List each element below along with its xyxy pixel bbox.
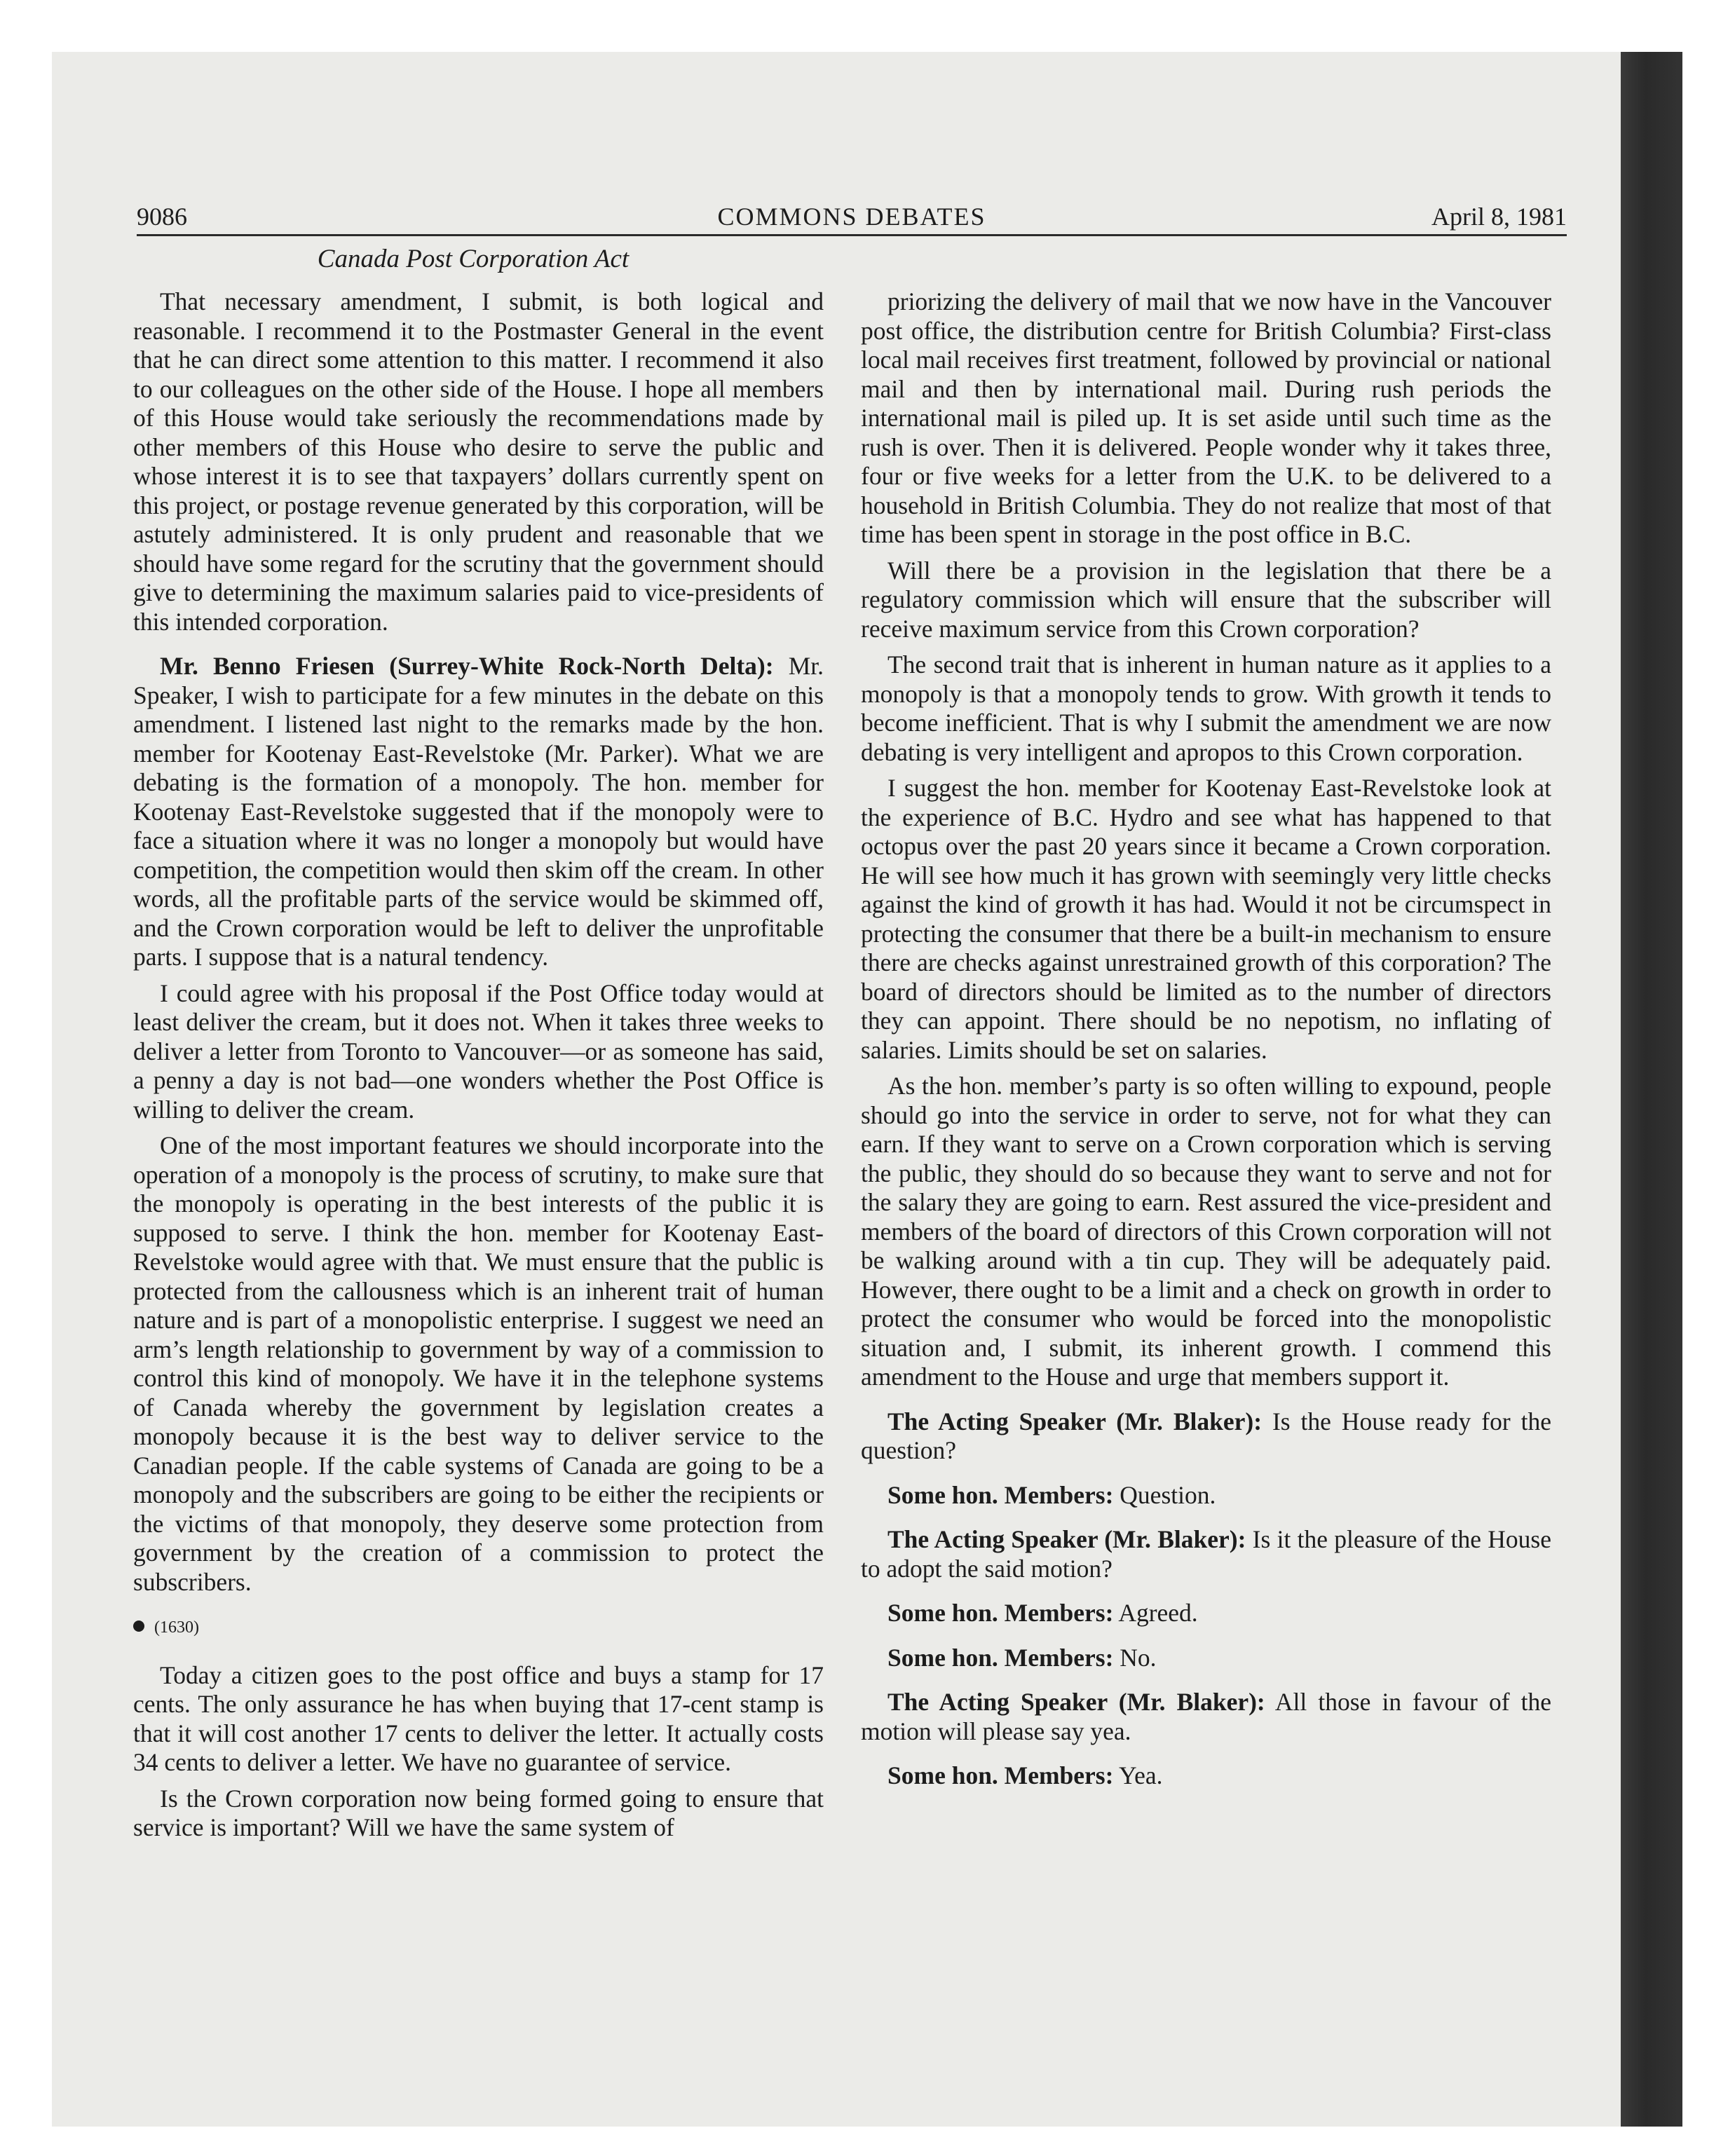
speech-text: Mr. Speaker, I wish to participate for a few minutes in the debate on this amendment. I listened last night to the remarks made by the hon. member for Kootenay East-Revelstoke (Mr. Parker). What we are debating is the formation of a monopoly. The hon. member for Kootenay East-Revelstoke suggested that if the monopoly were to face a situation where it was no longer a monopoly but would have competition, the competition would then skim off the cream. In other words, all the profitable parts of the service would be skimmed off, and the Crown corporation would be left to deliver the unprofitable parts. I suppose that is a natural tendency.	[133, 652, 824, 971]
speaker-name: Some hon. Members:	[887, 1599, 1114, 1627]
header-rule	[137, 234, 1567, 236]
paragraph: Today a citizen goes to the post office and buys a stamp for 17 cents. The only assurance he has when buying that 17-cent stamp is that it will cost another 17 cents to deliver the letter. It actually costs 34 cents to deliver a letter. We have no guarantee of service.	[133, 1660, 824, 1776]
speaker-name: The Acting Speaker (Mr. Blaker):	[887, 1525, 1246, 1553]
paragraph: One of the most important features we should incorporate into the operation of a monopoly is the process of scrutiny, to make sure that the monopoly is operating in the best interests of the public it is supposed to serve. I think the hon. member for Kootenay East-Revelstoke would agree with that. We must ensure that the public is protected from the callousness which is an inherent trait of human nature and is part of a monopolistic enterprise. I suggest we need an arm’s length relationship to government by way of a commission to control this kind of monopoly. We have it in the telephone systems of Canada whereby the government by legislation creates a monopoly because it is the best way to deliver service to the Canadian people. If the cable systems of Canada are going to be a monopoly and the subscribers are going to be either the recipients or the victims of that monopoly, they deserve some protection from government by the creation of a commission to protect the subscribers.	[133, 1131, 824, 1596]
paragraph: I could agree with his proposal if the Post Office today would at least deliver the cream, but it does not. When it takes three weeks to deliver a letter from Toronto to Vancouver—or as someone has said, a penny a day is not bad—one wonders whether the Post Office is willing to deliver the cream.	[133, 978, 824, 1124]
paragraph: Is the Crown corporation now being formed going to ensure that service is important? Will we have the same system of	[133, 1784, 824, 1841]
left-column	[133, 287, 824, 1850]
running-head	[137, 199, 1567, 234]
speech-paragraph	[861, 1599, 1551, 1628]
speech-paragraph	[133, 652, 824, 972]
speech-paragraph	[861, 1644, 1551, 1673]
time-marker	[133, 1613, 824, 1643]
paragraph: The second trait that is inherent in human nature as it applies to a monopoly is that a monopoly tends to grow. With growth it tends to become inefficient. That is why I submit the amendment we are now debating is very intelligent and apropos to this Crown corporation.	[861, 650, 1551, 766]
speaker-name: Some hon. Members:	[887, 1480, 1114, 1509]
speech-text: Question.	[1113, 1480, 1216, 1509]
paragraph: priorizing the delivery of mail that we now have in the Vancouver post office, the distribution centre for British Columbia? First-class local mail receives first treatment, followed by provincial or national mail and then by international mail. During rush periods the international mail is piled up. It is set aside until such time as the rush is over. Then it is delivered. People wonder why it takes three, four or five weeks for a letter from the U.K. to be delivered to a household in British Columbia. They do not realize that most of that time has been spent in storage in the post office in B.C.	[861, 287, 1551, 548]
publication-title: COMMONS DEBATES	[717, 203, 986, 231]
speech-text: Agreed.	[1113, 1599, 1198, 1627]
paragraph: I suggest the hon. member for Kootenay East-Revelstoke look at the experience of B.C. Hydro and see what has happened to that octopus over the past 20 years since it became a Crown corporation. He will see how much it has grown with seemingly very little checks against the kind of growth it has had. Would it not be circumspect in protecting the consumer that there be a built-in mechanism to ensure there are checks against unrestrained growth of this corporation? The board of directors should be limited as to the number of directors they can appoint. There should be no nepotism, no inflating of salaries. Limits should be set on salaries.	[861, 774, 1551, 1064]
speaker-name: The Acting Speaker (Mr. Blaker):	[887, 1407, 1263, 1435]
speech-paragraph	[861, 1407, 1551, 1466]
paragraph: That necessary amendment, I submit, is both logical and reasonable. I recommend it to the Postmaster General in the event that he can direct some attention to this matter. I recommend it also to our colleagues on the other side of the House. I hope all members of this House would take seriously the recommendations made by other members of this House who desire to serve the public and whose interest it is to see that taxpayers’ dollars currently spent on this project, or postage revenue generated by this corporation, will be astutely administered. It is only prudent and reasonable that we should have some regard for the scrutiny that the government should give to determining the maximum salaries paid to vice-presidents of this intended corporation.	[133, 287, 824, 636]
time-marker-text: (1630)	[154, 1618, 199, 1637]
speech-paragraph	[861, 1525, 1551, 1583]
speech-text: Is the House ready for the question?	[861, 1407, 1551, 1464]
speech-text: Is it the pleasure of the House to adopt the said motion?	[861, 1525, 1551, 1583]
speaker-name: Some hon. Members:	[887, 1761, 1114, 1789]
speaker-name: Some hon. Members:	[887, 1643, 1114, 1672]
speech-paragraph	[861, 1481, 1551, 1510]
speech-paragraph	[861, 1761, 1551, 1791]
page-number: 9086	[137, 203, 187, 231]
speech-text: Yea.	[1113, 1761, 1163, 1789]
page-date: April 8, 1981	[1431, 203, 1567, 231]
right-column	[861, 287, 1551, 1798]
speaker-name: The Acting Speaker (Mr. Blaker):	[887, 1688, 1265, 1716]
speech-paragraph	[861, 1688, 1551, 1746]
binding-edge	[1621, 52, 1682, 2127]
paragraph: As the hon. member’s party is so often willing to expound, people should go into the service in order to serve, not for what they can earn. If they want to serve on a Crown corporation which is serving the public, they should do so because they want to serve and not for the salary they are going to earn. Rest assured the vice-president and members of the board of directors of this Crown corporation will not be walking around with a tin cup. They will be adequately paid. However, there ought to be a limit and a check on growth in order to protect the consumer who would be forced into the monopolistic situation and, I submit, its inherent growth. I commend this amendment to the House and urge that members support it.	[861, 1072, 1551, 1391]
section-heading: Canada Post Corporation Act	[317, 245, 630, 273]
bullet-icon	[133, 1621, 144, 1632]
speech-text: No.	[1113, 1643, 1157, 1672]
speaker-name: Mr. Benno Friesen (Surrey-White Rock-North Delta):	[160, 652, 774, 680]
paragraph: Will there be a provision in the legislation that there be a regulatory commission which will ensure that the subscriber will receive maximum service from this Crown corporation?	[861, 556, 1551, 643]
speech-text: All those in favour of the motion will please say yea.	[861, 1688, 1552, 1745]
